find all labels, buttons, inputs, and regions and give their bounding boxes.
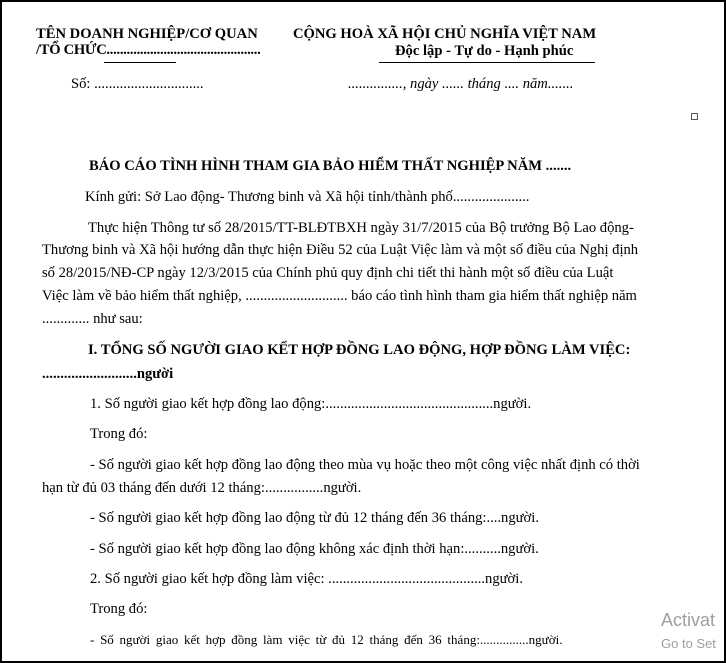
motto-underline (379, 62, 595, 63)
intro-line-3: số 28/2015/NĐ-CP ngày 12/3/2015 của Chính phủ quy định chi tiết thi hành một số điều của Luật (42, 265, 614, 281)
fixed-term-contract: - Số người giao kết hợp đồng lao động từ đủ 12 tháng đến 36 tháng:....người. (90, 510, 539, 526)
document-number: Số: .............................. (71, 76, 204, 92)
labor-contract-total: 1. Số người giao kết hợp đồng lao động:..............................................người. (90, 396, 532, 412)
in-which-label-1: Trong đó: (90, 426, 148, 442)
section1-heading-count: ..........................người (42, 366, 174, 382)
indefinite-contract: - Số người giao kết hợp đồng lao động không xác định thời hạn:..........người. (90, 541, 539, 557)
work-contract-total: 2. Số người giao kết hợp đồng làm việc: ...........................................người. (90, 571, 523, 587)
nation-motto: Độc lập - Tự do - Hạnh phúc (395, 43, 574, 59)
activation-watermark-title: Activat (661, 610, 716, 630)
intro-line-1: Thực hiện Thông tư số 28/2015/TT-BLĐTBXH ngày 31/7/2015 của Bộ trưởng Bộ Lao động- (88, 220, 634, 236)
seasonal-contract-line-1: - Số người giao kết hợp đồng lao động theo mùa vụ hoặc theo một công việc nhất định có thời (90, 457, 640, 473)
org-name-line2: /TỔ CHỨC.............................................. (36, 42, 261, 58)
org-name-line1: TÊN DOANH NGHIỆP/CƠ QUAN (36, 26, 258, 42)
in-which-label-2: Trong đó: (90, 601, 148, 617)
section1-heading: I. TỔNG SỐ NGƯỜI GIAO KẾT HỢP ĐỒNG LAO ĐỘNG, HỢP ĐỒNG LÀM VIỆC: (88, 342, 631, 358)
seasonal-contract-line-2: hạn từ đủ 03 tháng đến dưới 12 tháng:................người. (42, 480, 362, 496)
nation-title: CỘNG HOÀ XÃ HỘI CHỦ NGHĨA VIỆT NAM (293, 26, 597, 42)
intro-line-5: ............. như sau: (42, 311, 143, 327)
intro-line-2: Thương binh và Xã hội hướng dẫn thực hiện Điều 52 của Luật Việc làm và một số điều của Nghị định (42, 242, 639, 258)
recipient-line: Kính gửi: Sở Lao động- Thương binh và Xã hội tỉnh/thành phố..................... (85, 189, 530, 205)
work-contract-fixed-term: - Số người giao kết hợp đồng làm việc từ đủ 12 tháng đến 36 tháng:...............người. (90, 632, 563, 647)
report-title: BÁO CÁO TÌNH HÌNH THAM GIA BẢO HIỂM THẤT NGHIỆP NĂM ....... (89, 158, 572, 174)
activation-watermark-subtitle: Go to Set (661, 636, 716, 651)
small-square-marker (691, 113, 698, 120)
document-date: ..............., ngày ...... tháng .... năm....... (348, 76, 574, 92)
intro-line-4: Việc làm về bảo hiểm thất nghiệp, ............................ báo cáo tình hình tham gia hiểm thất nghiệp năm (42, 288, 637, 304)
org-underline (104, 62, 176, 63)
